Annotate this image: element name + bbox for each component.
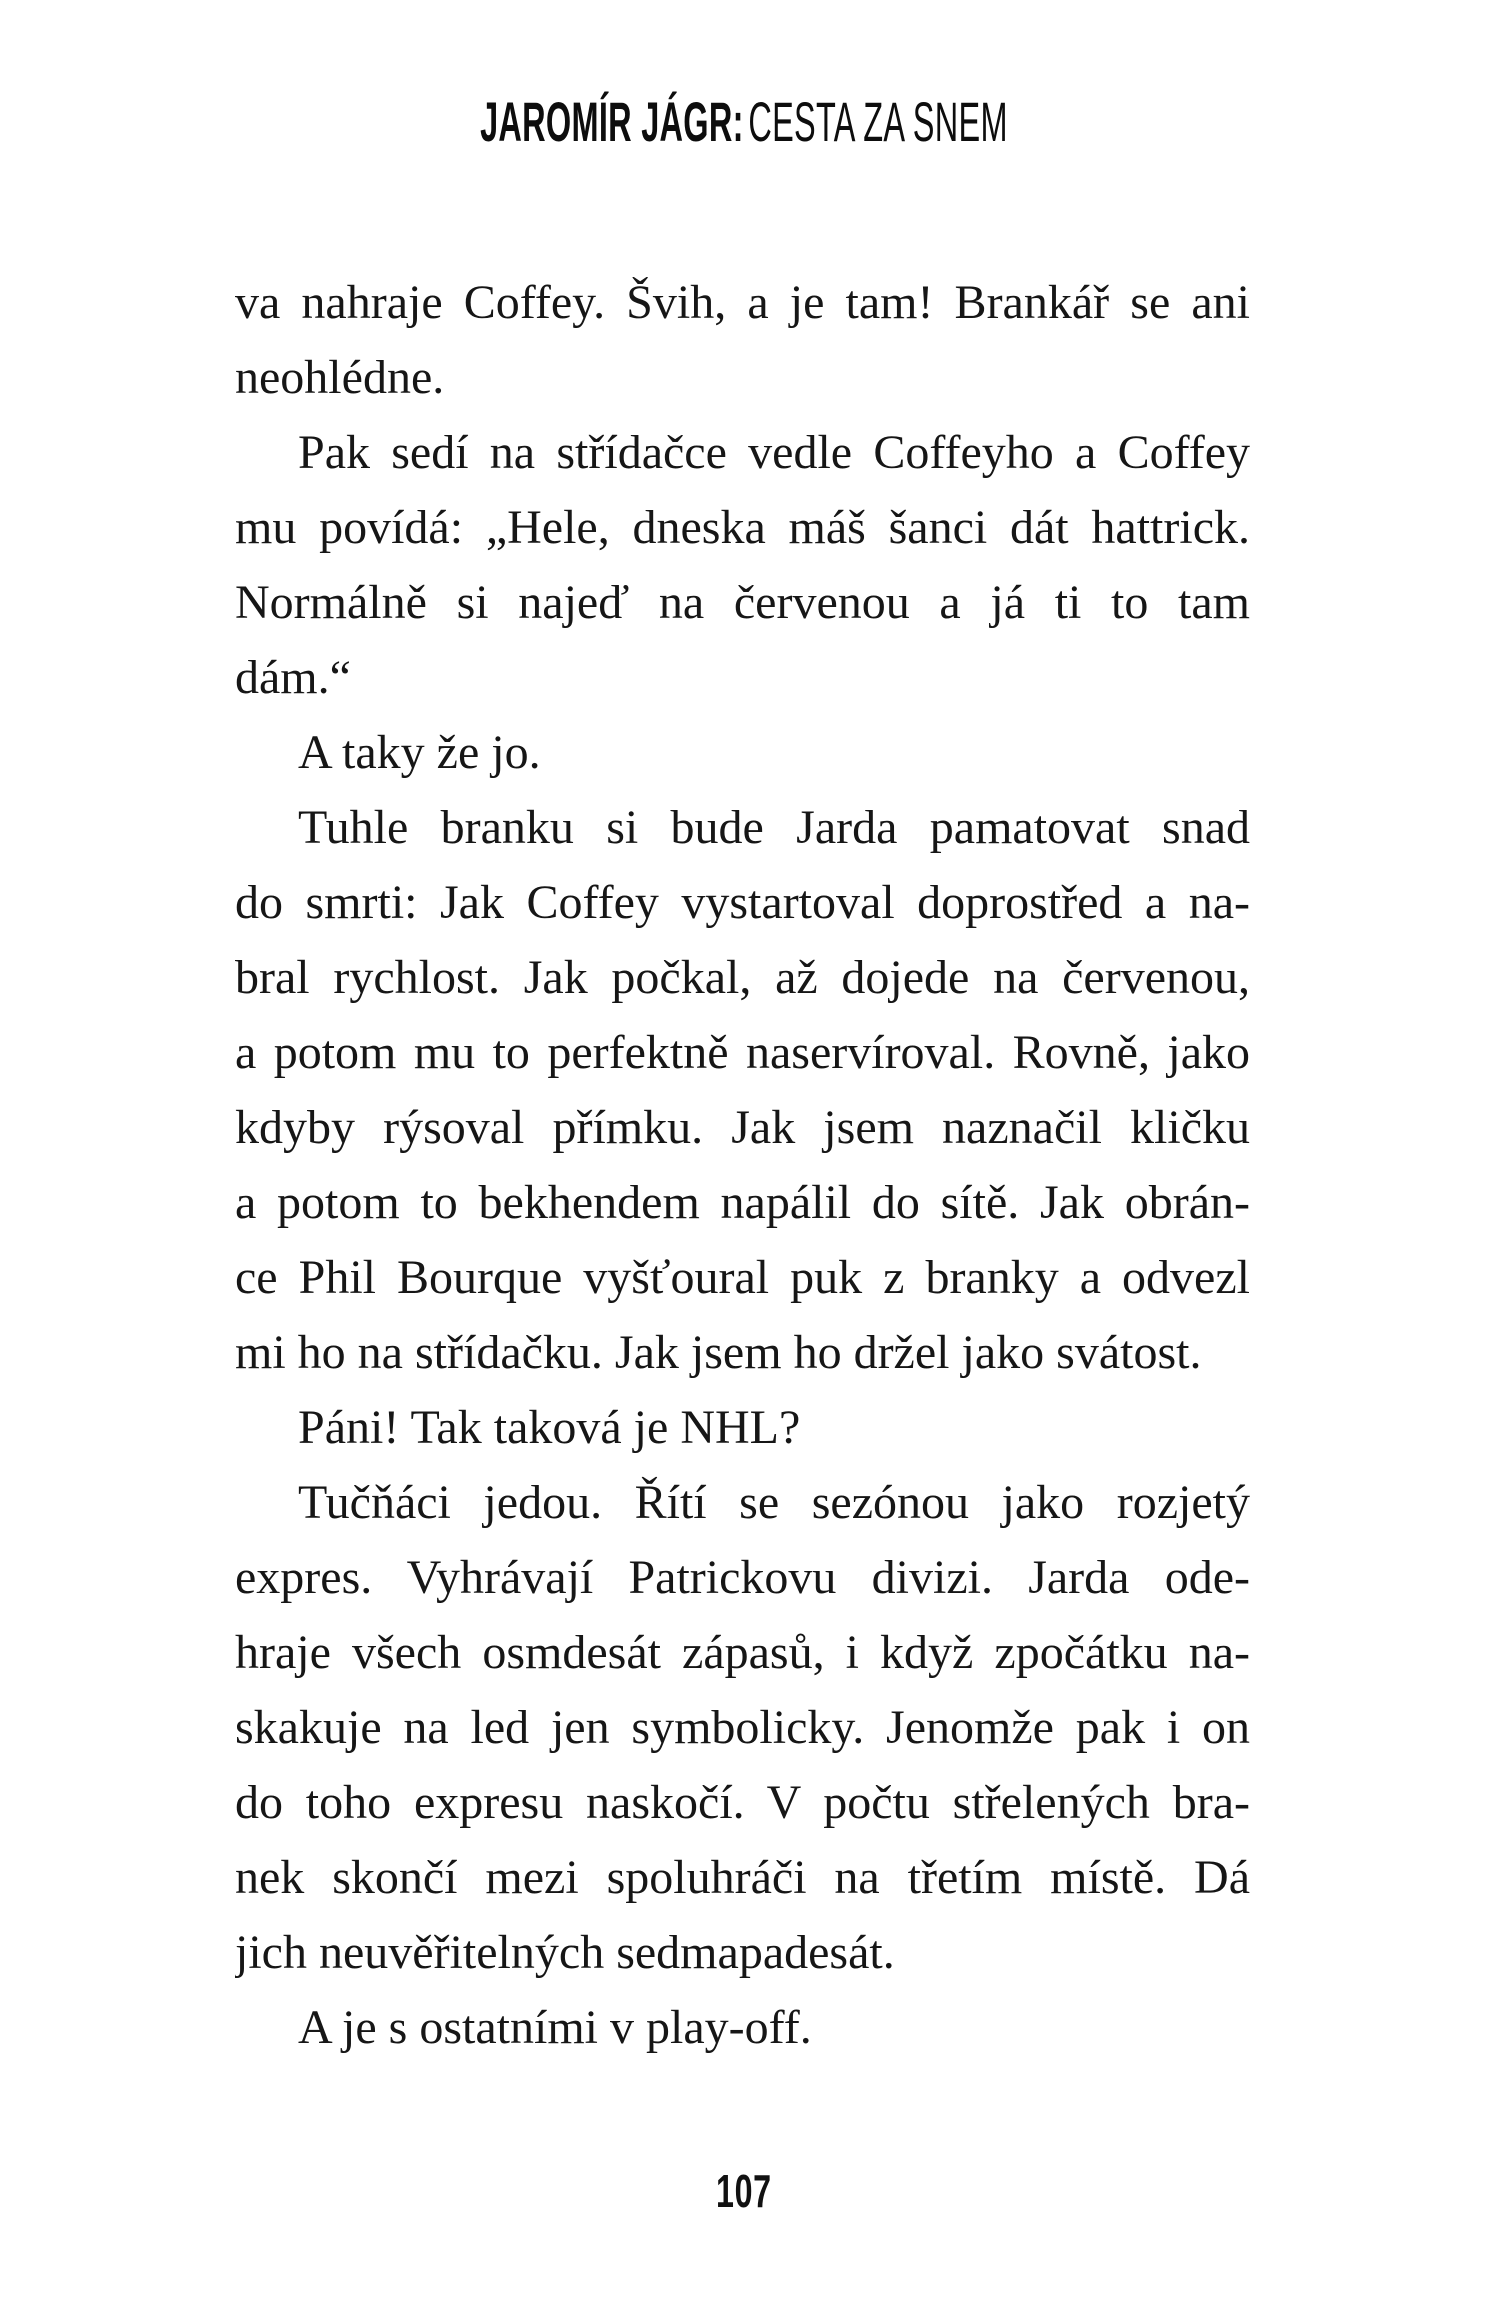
- text-line: a potom mu to perfektně naservíroval. Rovně, jako: [235, 1026, 1250, 1079]
- text-line: jich neuvěřitelných sedmapadesát.: [235, 1926, 895, 1979]
- book-author-title: JAROMÍR JÁGR:: [480, 90, 744, 153]
- text-line: Páni! Tak taková je NHL?: [298, 1401, 801, 1454]
- text-line: mu povídá: „Hele, dneska máš šanci dát hattrick.: [235, 501, 1250, 554]
- text-line: ce Phil Bourque vyšťoural puk z branky a odvezl: [235, 1251, 1250, 1304]
- text-line: dám.“: [235, 651, 351, 704]
- text-line: A je s ostatními v play-off.: [298, 2001, 812, 2054]
- text-line: skakuje na led jen symbolicky. Jenomže pak i on: [235, 1701, 1250, 1754]
- body-text: [235, 265, 1250, 2065]
- text-line: kdyby rýsoval přímku. Jak jsem naznačil kličku: [235, 1101, 1250, 1154]
- text-line: nek skončí mezi spoluhráči na třetím místě. Dá: [235, 1851, 1250, 1904]
- text-line: do toho expresu naskočí. V počtu střelených bra-: [235, 1776, 1250, 1829]
- text-line: Pak sedí na střídačce vedle Coffeyho a Coffey: [298, 426, 1250, 479]
- text-line: Tučňáci jedou. Řítí se sezónou jako rozjetý: [298, 1476, 1250, 1529]
- page-number: 107: [716, 2165, 772, 2217]
- paragraph: [235, 265, 1250, 415]
- text-line: mi ho na střídačku. Jak jsem ho držel jako svátost.: [235, 1326, 1202, 1379]
- paragraph: [235, 715, 1250, 790]
- paragraph: [235, 790, 1250, 1390]
- paragraph: [235, 1990, 1250, 2065]
- text-line: Normálně si najeď na červenou a já ti to tam: [235, 576, 1250, 629]
- text-line: neohlédne.: [235, 351, 445, 404]
- text-line: do smrti: Jak Coffey vystartoval doprostřed a na-: [235, 876, 1250, 929]
- text-line: Tuhle branku si bude Jarda pamatovat snad: [298, 801, 1250, 854]
- text-line: va nahraje Coffey. Švih, a je tam! Brankář se ani: [235, 276, 1250, 329]
- paragraph: [235, 1390, 1250, 1465]
- text-line: A taky že jo.: [298, 726, 541, 779]
- running-header: [0, 90, 1488, 153]
- text-line: expres. Vyhrávají Patrickovu divizi. Jarda ode-: [235, 1551, 1250, 1604]
- paragraph: [235, 1465, 1250, 1990]
- page-number-container: [0, 2165, 1488, 2217]
- text-line: bral rychlost. Jak počkal, až dojede na červenou,: [235, 951, 1250, 1004]
- text-line: hraje všech osmdesát zápasů, i když zpočátku na-: [235, 1626, 1250, 1679]
- paragraph: [235, 415, 1250, 715]
- running-header-text: [480, 90, 1008, 153]
- text-line: a potom to bekhendem napálil do sítě. Jak obrán-: [235, 1176, 1250, 1229]
- book-subtitle: CESTA ZA SNEM: [748, 90, 1008, 153]
